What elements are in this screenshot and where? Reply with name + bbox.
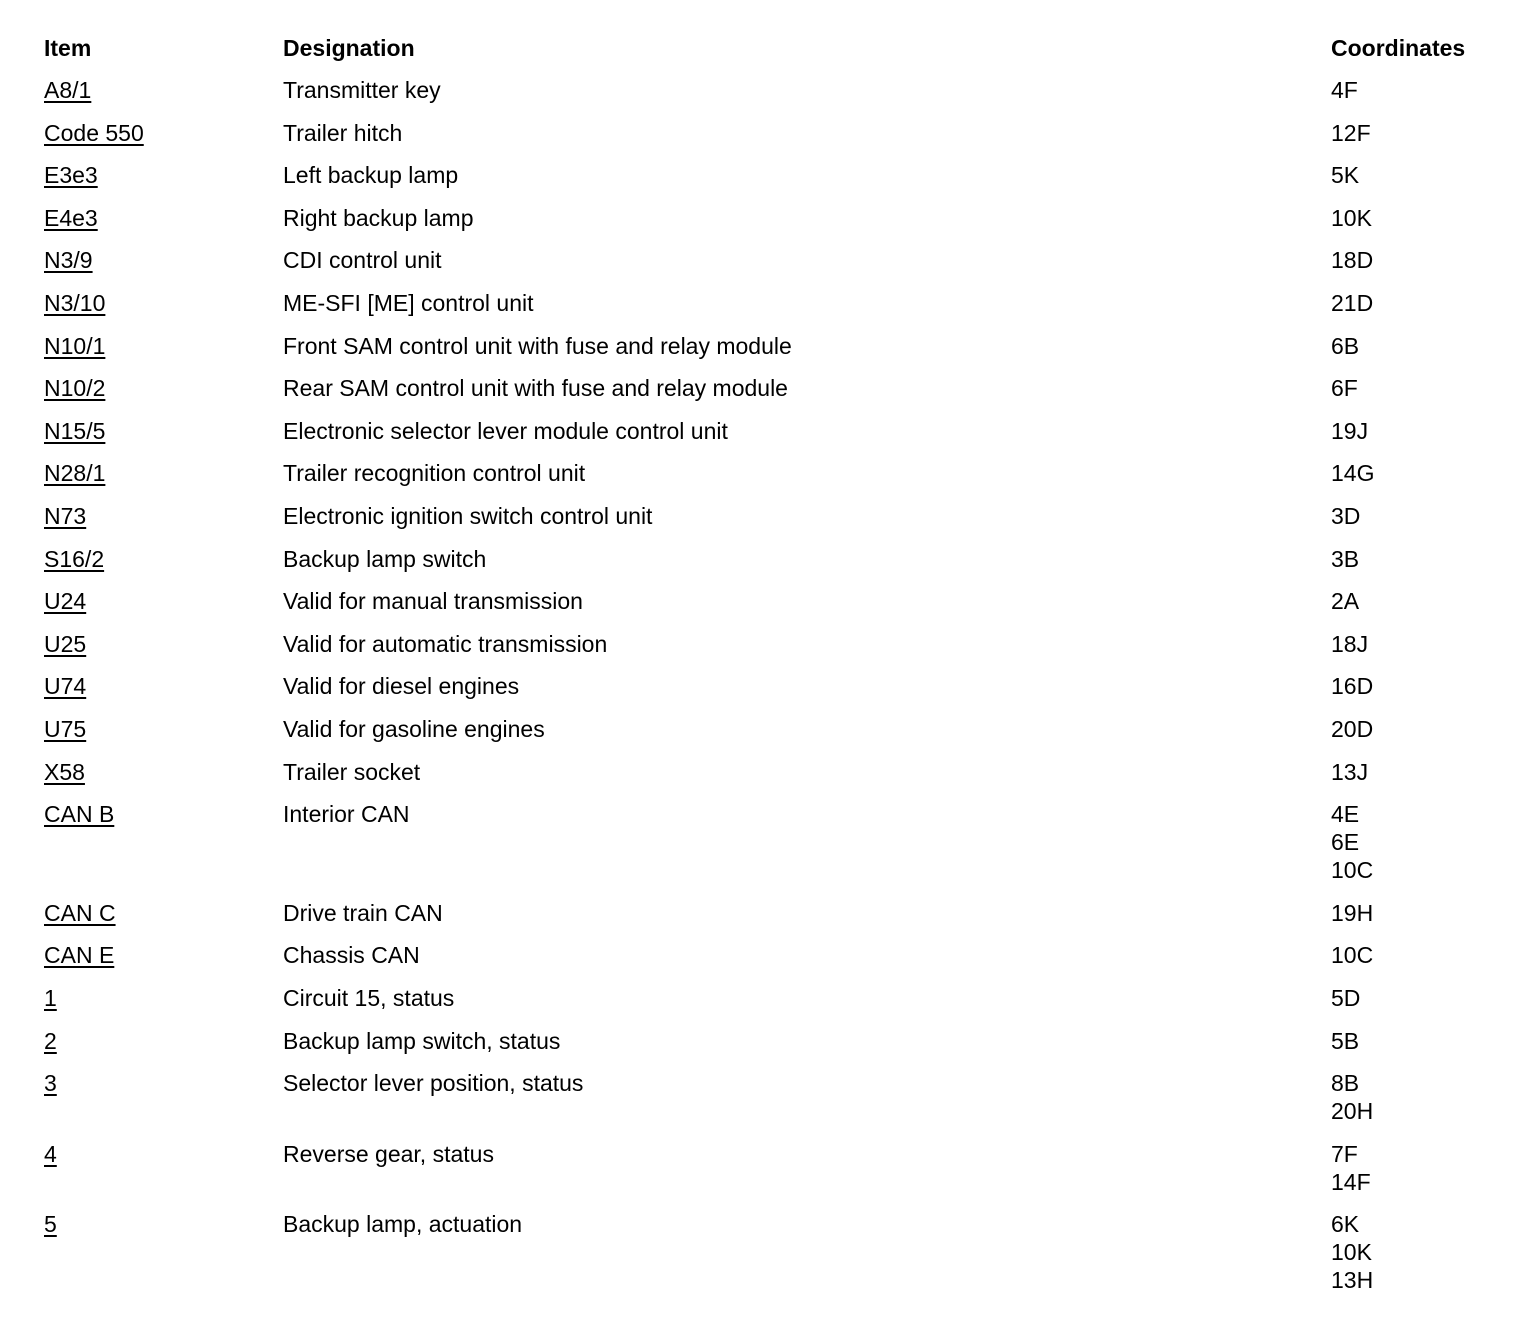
- designation-text: Backup lamp switch, status: [283, 1027, 561, 1054]
- coordinates-list: [1331, 374, 1358, 402]
- designation-text: Trailer recognition control unit: [283, 460, 586, 487]
- coordinate-value: 3B: [1331, 545, 1360, 572]
- designation-text: Right backup lamp: [283, 204, 474, 231]
- coordinates-list: [1331, 800, 1373, 884]
- coordinates-list: [1331, 630, 1368, 658]
- coordinate-value: 6B: [1331, 332, 1360, 359]
- coordinate-value: 4F: [1331, 77, 1358, 103]
- coordinate-value: 2A: [1331, 588, 1360, 615]
- coordinates-list: [1331, 758, 1368, 786]
- coordinate-value: 19J: [1331, 417, 1369, 444]
- item-link[interactable]: CAN E: [44, 942, 115, 969]
- coordinate-value: 10K: [1331, 1239, 1372, 1266]
- coordinates-list: [1331, 587, 1359, 615]
- coordinate-value: 14F: [1331, 1168, 1371, 1195]
- item-link[interactable]: N28/1: [44, 460, 106, 487]
- item-link[interactable]: U25: [44, 630, 87, 657]
- coordinates-list: [1331, 459, 1374, 487]
- coordinates-list: [1331, 899, 1373, 927]
- coordinates-list: [1331, 545, 1359, 573]
- coordinate-value: 6F: [1331, 375, 1358, 402]
- coordinate-value: 13J: [1331, 758, 1369, 785]
- item-link[interactable]: E4e3: [44, 204, 98, 231]
- item-link[interactable]: E3e3: [44, 162, 98, 189]
- designation-text: Trailer hitch: [283, 119, 403, 146]
- designation-text: Rear SAM control unit with fuse and relay module: [283, 375, 788, 402]
- coordinate-value: 5K: [1331, 162, 1360, 189]
- designation-text: Selector lever position, status: [283, 1070, 584, 1097]
- item-link[interactable]: X58: [44, 758, 85, 785]
- coordinates-list: [1331, 161, 1359, 189]
- designation-text: Drive train CAN: [283, 899, 443, 926]
- item-link[interactable]: 1: [44, 985, 57, 1011]
- coordinates-list: [1331, 1140, 1371, 1196]
- coordinate-value: 10C: [1331, 857, 1374, 884]
- designation-text: CDI control unit: [283, 247, 442, 274]
- designation-text: Backup lamp, actuation: [283, 1211, 523, 1238]
- coordinates-list: [1331, 119, 1371, 147]
- item-link[interactable]: A8/1: [44, 77, 92, 103]
- coordinate-value: 8B: [1331, 1070, 1360, 1097]
- header-designation: Designation: [283, 35, 415, 61]
- designation-text: ME-SFI [ME] control unit: [283, 290, 534, 316]
- designation-text: Circuit 15, status: [283, 985, 455, 1011]
- coordinate-value: 6K: [1331, 1211, 1360, 1238]
- item-link[interactable]: N3/10: [44, 290, 106, 316]
- item-link[interactable]: U74: [44, 673, 87, 700]
- coordinates-list: [1331, 502, 1360, 530]
- item-link[interactable]: U24: [44, 588, 87, 615]
- coordinates-list: [1331, 984, 1360, 1012]
- coordinate-value: 10C: [1331, 942, 1374, 969]
- designation-text: Transmitter key: [283, 77, 441, 103]
- item-link[interactable]: 4: [44, 1140, 57, 1167]
- item-link[interactable]: N10/2: [44, 375, 106, 402]
- coordinate-value: 5B: [1331, 1027, 1360, 1054]
- designation-text: Electronic selector lever module control unit: [283, 417, 728, 444]
- designation-text: Left backup lamp: [283, 162, 459, 189]
- coordinates-list: [1331, 715, 1373, 743]
- coordinate-value: 13H: [1331, 1267, 1374, 1294]
- item-link[interactable]: CAN B: [44, 801, 115, 828]
- item-link[interactable]: N3/9: [44, 247, 93, 274]
- item-link[interactable]: CAN C: [44, 899, 116, 926]
- item-link[interactable]: 2: [44, 1027, 57, 1054]
- coordinate-value: 12F: [1331, 119, 1371, 146]
- table-header: [0, 34, 1520, 62]
- coordinate-value: 10K: [1331, 204, 1372, 231]
- item-link[interactable]: U75: [44, 716, 87, 742]
- coordinate-value: 7F: [1331, 1140, 1358, 1167]
- coordinates-list: [1331, 246, 1373, 274]
- designation-text: Chassis CAN: [283, 942, 420, 969]
- coordinates-list: [1331, 1027, 1359, 1055]
- coordinate-value: 6E: [1331, 829, 1360, 856]
- item-link[interactable]: 3: [44, 1070, 57, 1097]
- coordinates-list: [1331, 1210, 1373, 1294]
- coordinate-value: 20D: [1331, 716, 1374, 742]
- header-coordinates: Coordinates: [1331, 35, 1466, 61]
- coordinate-value: 19H: [1331, 899, 1374, 926]
- designation-text: Trailer socket: [283, 758, 421, 785]
- header-item: Item: [44, 35, 92, 61]
- coordinate-value: 14G: [1331, 460, 1375, 487]
- coordinate-value: 21D: [1331, 290, 1374, 316]
- coordinate-value: 5D: [1331, 985, 1361, 1011]
- designation-text: Front SAM control unit with fuse and relay module: [283, 332, 792, 359]
- coordinate-value: 18D: [1331, 247, 1374, 274]
- coordinates-list: [1331, 76, 1358, 104]
- coordinates-list: [1331, 204, 1372, 232]
- designation-text: Valid for gasoline engines: [283, 716, 545, 742]
- coordinates-list: [1331, 289, 1373, 317]
- coordinate-value: 20H: [1331, 1098, 1374, 1125]
- designation-text: Backup lamp switch: [283, 545, 487, 572]
- item-link[interactable]: N10/1: [44, 332, 106, 359]
- item-link[interactable]: Code 550: [44, 119, 144, 146]
- designation-text: Valid for automatic transmission: [283, 630, 608, 657]
- item-link[interactable]: S16/2: [44, 545, 105, 572]
- designation-text: Interior CAN: [283, 801, 410, 828]
- designation-text: Valid for manual transmission: [283, 588, 583, 615]
- designation-text: Reverse gear, status: [283, 1140, 494, 1167]
- item-link[interactable]: 5: [44, 1211, 57, 1238]
- coordinates-list: [1331, 941, 1373, 969]
- coordinates-list: [1331, 417, 1368, 445]
- coordinates-list: [1331, 1069, 1373, 1125]
- coordinate-value: 18J: [1331, 630, 1369, 657]
- coordinate-value: 16D: [1331, 673, 1374, 700]
- designation-text: Electronic ignition switch control unit: [283, 503, 653, 529]
- coordinates-list: [1331, 332, 1359, 360]
- item-link[interactable]: N73: [44, 503, 87, 529]
- item-link[interactable]: N15/5: [44, 417, 106, 444]
- coordinate-value: 4E: [1331, 801, 1360, 828]
- designation-text: Valid for diesel engines: [283, 673, 520, 700]
- coordinates-list: [1331, 672, 1373, 700]
- coordinate-value: 3D: [1331, 503, 1361, 529]
